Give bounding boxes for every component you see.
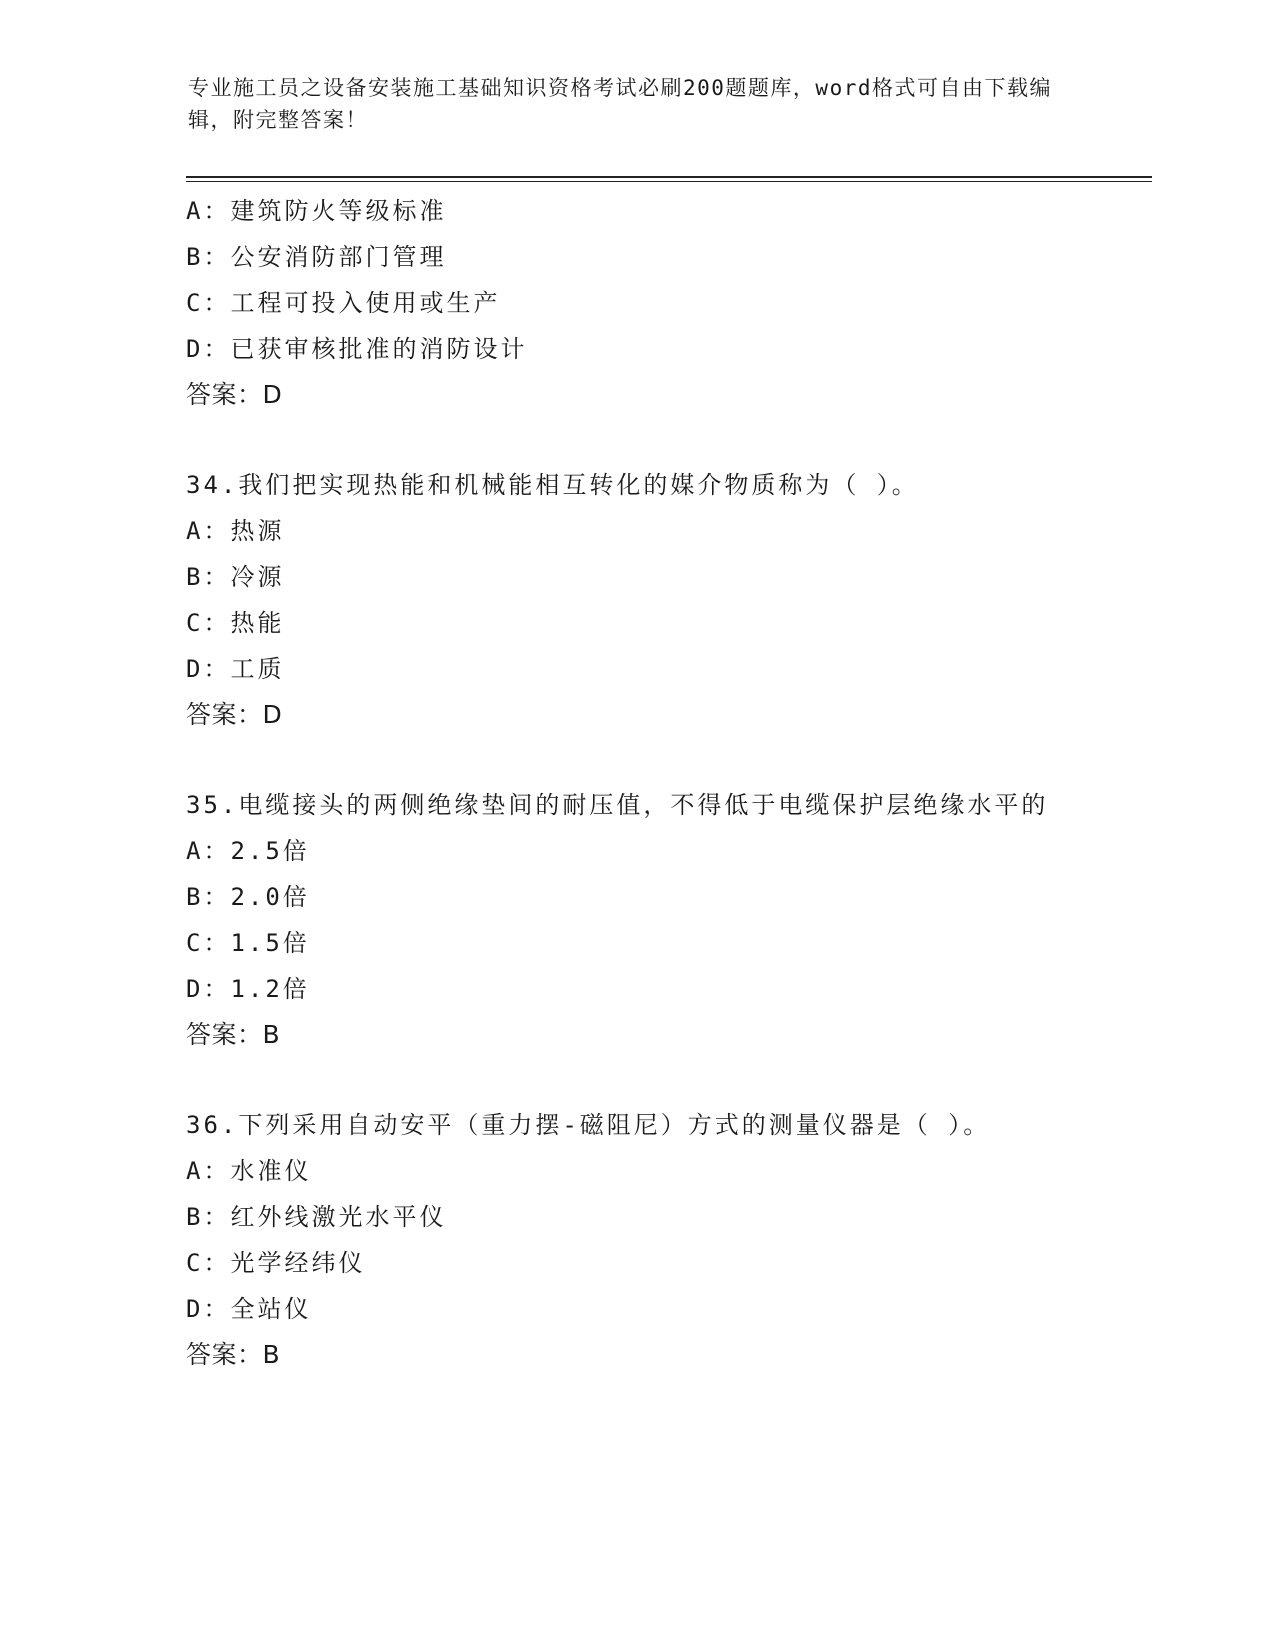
question-block-35 [186, 782, 1086, 1058]
option-d: D：全站仪 [186, 1295, 312, 1323]
question-text: 34.我们把实现热能和机械能相互转化的媒介物质称为（ ）。 [186, 471, 919, 499]
document-header: 专业施工员之设备安装施工基础知识资格考试必刷200题题库，word格式可自由下载编辑，附完整答案！ [188, 76, 1052, 132]
question-block-34 [186, 462, 1086, 738]
option-a: A：2.5倍 [186, 837, 310, 865]
answer-line: 答案：D [186, 380, 283, 409]
option-b: B：2.0倍 [186, 883, 310, 911]
answer-line: 答案：D [186, 700, 283, 729]
spacer [186, 1058, 1086, 1102]
option-a: A：水准仪 [186, 1157, 312, 1185]
question-text: 35.电缆接头的两侧绝缘垫间的耐压值，不得低于电缆保护层绝缘水平的 [186, 791, 1049, 819]
option-c: C：热能 [186, 609, 285, 637]
answer-line: 答案：B [186, 1020, 281, 1049]
option-c: C：1.5倍 [186, 929, 310, 957]
header-divider [186, 176, 1152, 182]
question-text: 36.下列采用自动安平（重力摆-磁阻尼）方式的测量仪器是（ ）。 [186, 1111, 991, 1139]
option-c: C：工程可投入使用或生产 [186, 289, 501, 317]
option-d: D：1.2倍 [186, 975, 310, 1003]
option-d: D：工质 [186, 655, 285, 683]
question-list [186, 188, 1086, 1378]
spacer [186, 418, 1086, 462]
question-block-36 [186, 1102, 1086, 1378]
option-b: B：红外线激光水平仪 [186, 1203, 447, 1231]
question-block-33 [186, 188, 1086, 418]
answer-line: 答案：B [186, 1340, 281, 1369]
spacer [186, 738, 1086, 782]
option-b: B：冷源 [186, 563, 285, 591]
option-b: B：公安消防部门管理 [186, 243, 447, 271]
option-d: D：已获审核批准的消防设计 [186, 335, 528, 363]
option-a: A：热源 [186, 517, 285, 545]
option-a: A：建筑防火等级标准 [186, 197, 447, 225]
option-c: C：光学经纬仪 [186, 1249, 366, 1277]
